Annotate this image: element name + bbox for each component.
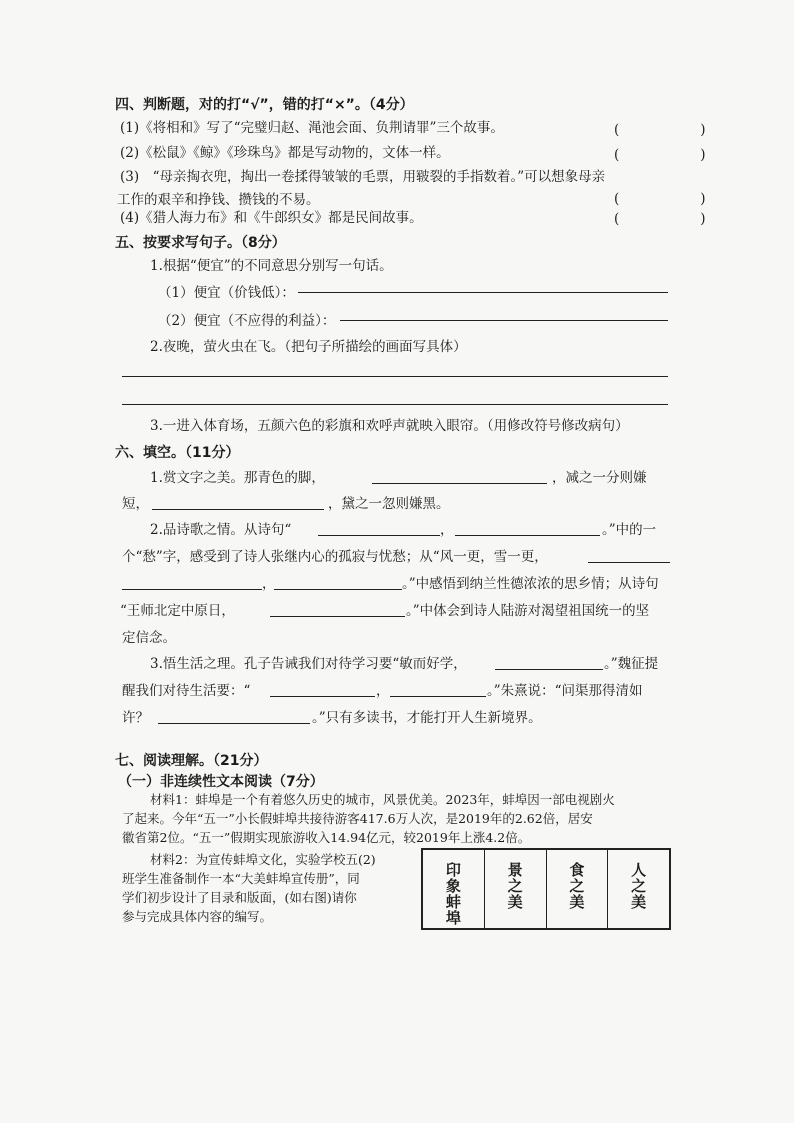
fill-text: 3.悟生活之理。孔子告诫我们对待学习要“敏而好学， [150,656,467,672]
material-1-line: 了起来。今年“五一”小长假蚌埠共接待游客417.6万人次，是2019年的2.62倍，居安 [122,811,593,826]
answer-line[interactable] [122,376,668,377]
fill-text: 。”中感悟到纳兰性德浓浓的思乡情；从诗句 [402,576,659,592]
answer-line[interactable] [270,696,375,697]
section-5-title: 五、按要求写句子。（8分） [115,235,286,251]
answer-line[interactable] [390,696,486,697]
s5-q1: 1.根据“便宜”的不同意思分别写一句话。 [150,258,393,274]
material-2-line: 材料2：为宣传蚌埠文化，实验学校五(2) [150,852,376,867]
table-cell-label: 食之美 [567,862,586,910]
s5-q2: 2.夜晚，萤火虫在飞。（把句子所描绘的画面写具体） [150,339,467,355]
table-cell [608,850,669,928]
judge-q3-line1: (3) “母亲掏衣兜，掏出一卷揉得皱皱的毛票，用皲裂的手指数着。”可以想象母亲 [120,169,606,185]
judge-q3-line2: 工作的艰辛和挣钱、攒钱的不易。 [117,192,320,208]
section-4-title: 四、判断题，对的打“√”，错的打“×”。（4分） [115,97,414,113]
fill-text: 。”中体会到诗人陆游对渴望祖国统一的坚 [406,603,650,619]
answer-line[interactable] [372,483,547,484]
answer-line[interactable] [122,404,668,405]
judge-q2: (2)《松鼠》《鲸》《珍珠鸟》都是写动物的，文体一样。 [120,145,450,161]
answer-line[interactable] [318,535,440,536]
answer-paren-1[interactable]: ( ) [614,122,724,138]
answer-paren-4[interactable]: ( ) [614,211,724,227]
fill-text: ，黛之一忽则嫌黑。 [328,496,450,512]
fill-text: ， [376,683,390,699]
fill-text: 。”中的一 [602,522,657,538]
judge-q4: (4)《猎人海力布》和《牛郎织女》都是民间故事。 [120,210,423,226]
fill-text: 。”只有多读书，才能打开人生新境界。 [312,710,542,726]
s5-q3: 3.一进入体育场，五颜六色的彩旗和欢呼声就映入眼帘。（用修改符号修改病句） [150,418,629,434]
s5-q1b: （2）便宜（不应得的利益）： [158,313,336,329]
table-cell-label: 景之美 [505,862,524,910]
answer-line[interactable] [588,562,670,563]
answer-line[interactable] [340,320,668,321]
answer-line[interactable] [122,589,262,590]
material-1-line: 材料1：蚌埠是一个有着悠久历史的城市，风景优美。2023年，蚌埠因一部电视剧火 [150,792,615,807]
answer-paren-2[interactable]: ( ) [614,147,724,163]
fill-text: 。”魏征提 [604,656,659,672]
fill-text: 1.赏文字之美。那青色的脚， [150,470,325,486]
answer-line[interactable] [270,616,405,617]
answer-line[interactable] [158,723,310,724]
material-2-line: 参与完成具体内容的编写。 [122,909,273,924]
answer-paren-3[interactable]: ( ) [614,191,724,207]
answer-line[interactable] [298,292,668,293]
s5-q1a: （1）便宜（价钱低）： [158,285,295,301]
table-cell [485,850,547,928]
table-cell [547,850,609,928]
section-7-sub: （一）非连续性文本阅读（7分） [118,774,324,790]
fill-text: ， [262,576,276,592]
fill-text: 定信念。 [122,630,176,646]
fill-text: ，减之一分则嫌 [552,470,647,486]
table-cell-label: 印象蚌埠 [443,862,462,926]
section-6-title: 六、填空。（11分） [115,445,240,461]
material-1-line: 徽省第2位。“五一”假期实现旅游收入14.94亿元，较2019年上涨4.2倍。 [122,830,531,845]
answer-line[interactable] [495,669,603,670]
fill-text: ， [440,522,454,538]
fill-text: 许？ [122,710,149,726]
judge-q1: (1)《将相和》写了“完璧归赵、渑池会面、负荆请罪”三个故事。 [120,120,504,136]
material-2-line: 班学生准备制作一本“大美蚌埠宣传册”，同 [122,871,360,886]
fill-text: 短， [122,496,149,512]
fill-text: “王师北定中原日， [120,603,235,619]
answer-line[interactable] [274,589,402,590]
fill-text: 。”朱熹说：“问渠那得清如 [487,683,643,699]
table-cell [423,850,485,928]
brochure-table [421,848,671,930]
fill-text: 2.品诗歌之情。从诗句“ [150,522,292,538]
material-2-line: 学们初步设计了目录和版面，(如右图)请你 [122,890,357,905]
answer-line[interactable] [455,535,600,536]
answer-line[interactable] [152,509,324,510]
fill-text: 醒我们对待生活要：“ [122,683,251,699]
section-7-title: 七、阅读理解。（21分） [115,753,268,769]
fill-text: 个“愁”字，感受到了诗人张继内心的孤寂与忧愁；从“风一更，雪一更， [122,549,548,565]
table-cell-label: 人之美 [629,862,648,910]
